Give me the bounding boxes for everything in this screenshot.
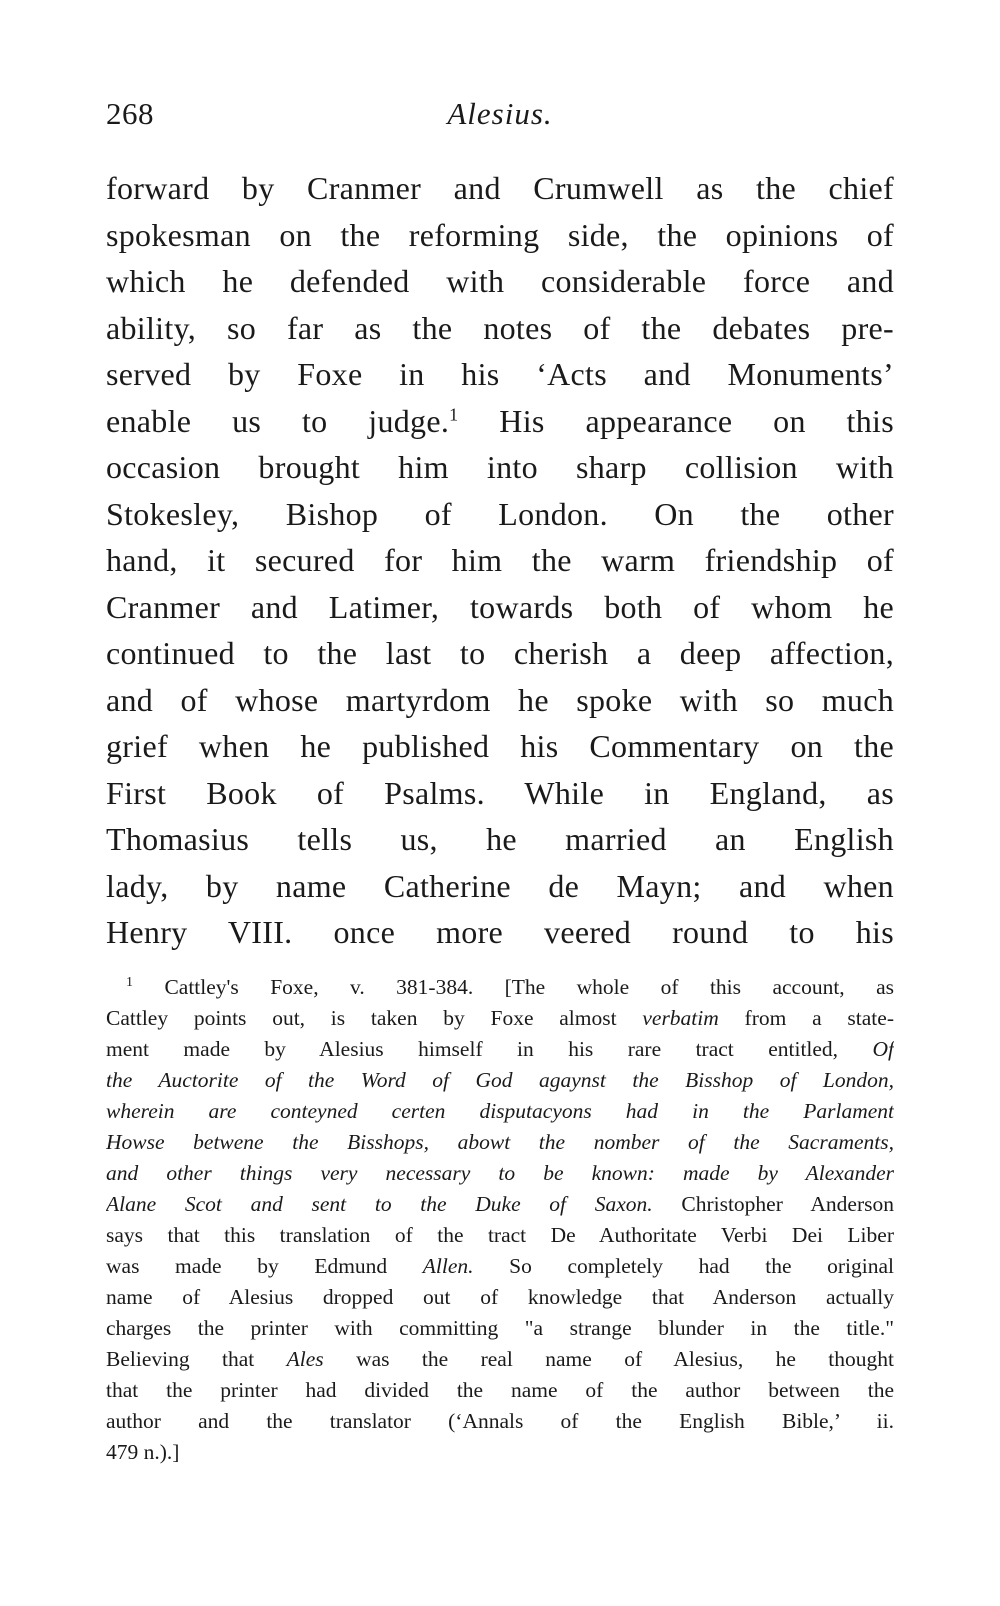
footnote-text: Cattley points out, is taken by Foxe almost	[106, 1006, 643, 1030]
footnote-text: Cattley's Foxe, v. 381-384. [The whole of this account, as	[164, 975, 894, 999]
body-line: ability, so far as the notes of the debates pre-	[106, 309, 894, 346]
footnote-line: author and the translator (‘Annals of the English Bible,’ ii.	[106, 1409, 894, 1433]
body-line: lady, by name Catherine de Mayn; and when	[106, 867, 894, 904]
page-number: 268	[106, 96, 154, 131]
footnote-text: Christopher Anderson	[652, 1192, 894, 1216]
footnote-reference: 1	[449, 403, 459, 424]
footnote-line	[106, 1251, 894, 1282]
footnote-italic-text: Alane Scot and sent to the Duke of Saxon.	[106, 1192, 653, 1216]
page-header	[106, 96, 894, 146]
footnote-italic-text: Of	[872, 1037, 894, 1061]
footnote-line: 479 n.).]	[106, 1440, 180, 1464]
body-line: grief when he published his Commentary on the	[106, 728, 894, 764]
footnote-line: the Auctorite of the Word of God agaynst the Bisshop of London,	[106, 1068, 894, 1092]
footnote-italic-text: verbatim	[642, 1006, 719, 1030]
body-line-text: His appearance on this	[499, 402, 894, 439]
body-line	[106, 398, 894, 445]
footnote-line	[106, 972, 894, 1003]
running-title: Alesius.	[447, 96, 553, 131]
footnote-marker: 1	[126, 974, 133, 990]
footnote	[106, 972, 894, 1468]
footnote-text: So completely had the original	[473, 1254, 894, 1278]
body-line: and of whose martyrdom he spoke with so much	[106, 681, 894, 718]
body-line-text: enable us to judge.	[106, 402, 450, 439]
footnote-text: was the real name of Alesius, he thought	[323, 1347, 894, 1371]
body-line: served by Foxe in his ‘Acts and Monuments’	[106, 356, 894, 392]
footnote-line: that the printer had divided the name of the author between the	[106, 1378, 894, 1402]
body-line: continued to the last to cherish a deep affection,	[106, 635, 894, 671]
footnote-italic-text: Allen.	[422, 1254, 474, 1278]
body-line: forward by Cranmer and Crumwell as the chief	[106, 170, 894, 206]
footnote-text: ment made by Alesius himself in his rare tract entitled,	[106, 1037, 873, 1061]
footnote-line: Howse betwene the Bisshops, abowt the nomber of the Sacraments,	[106, 1130, 894, 1154]
footnote-text: was made by Edmund	[106, 1254, 423, 1278]
body-line: occasion brought him into sharp collision with	[106, 449, 894, 485]
body-line: First Book of Psalms. While in England, as	[106, 774, 894, 811]
footnote-line: charges the printer with committing "a strange blunder in the title."	[106, 1316, 894, 1340]
footnote-text: from a state-	[718, 1006, 894, 1030]
footnote-line	[106, 1189, 894, 1220]
body-line: hand, it secured for him the warm friendship of	[106, 542, 894, 578]
body-line: Henry VIII. once more veered round to his	[106, 914, 894, 950]
footnote-line	[106, 1344, 894, 1375]
footnote-line: and other things very necessary to be known: made by Alexander	[106, 1161, 894, 1185]
body-line: spokesman on the reforming side, the opinions of	[106, 216, 894, 253]
body-text	[106, 165, 894, 956]
footnote-line: wherein are conteyned certen disputacyons had in the Parlament	[106, 1099, 894, 1123]
footnote-line	[106, 1034, 894, 1065]
body-line: Stokesley, Bishop of London. On the other	[106, 495, 894, 532]
footnote-italic-text: Ales	[286, 1347, 324, 1371]
body-line: Cranmer and Latimer, towards both of whom he	[106, 588, 894, 625]
body-line: Thomasius tells us, he married an English	[106, 821, 894, 857]
footnote-text: Believing that	[106, 1347, 287, 1371]
body-line: which he defended with considerable force and	[106, 263, 894, 299]
footnote-line: name of Alesius dropped out of knowledge that Anderson actually	[106, 1285, 894, 1309]
footnote-line	[106, 1003, 894, 1034]
footnote-line: says that this translation of the tract De Authoritate Verbi Dei Liber	[106, 1223, 894, 1247]
